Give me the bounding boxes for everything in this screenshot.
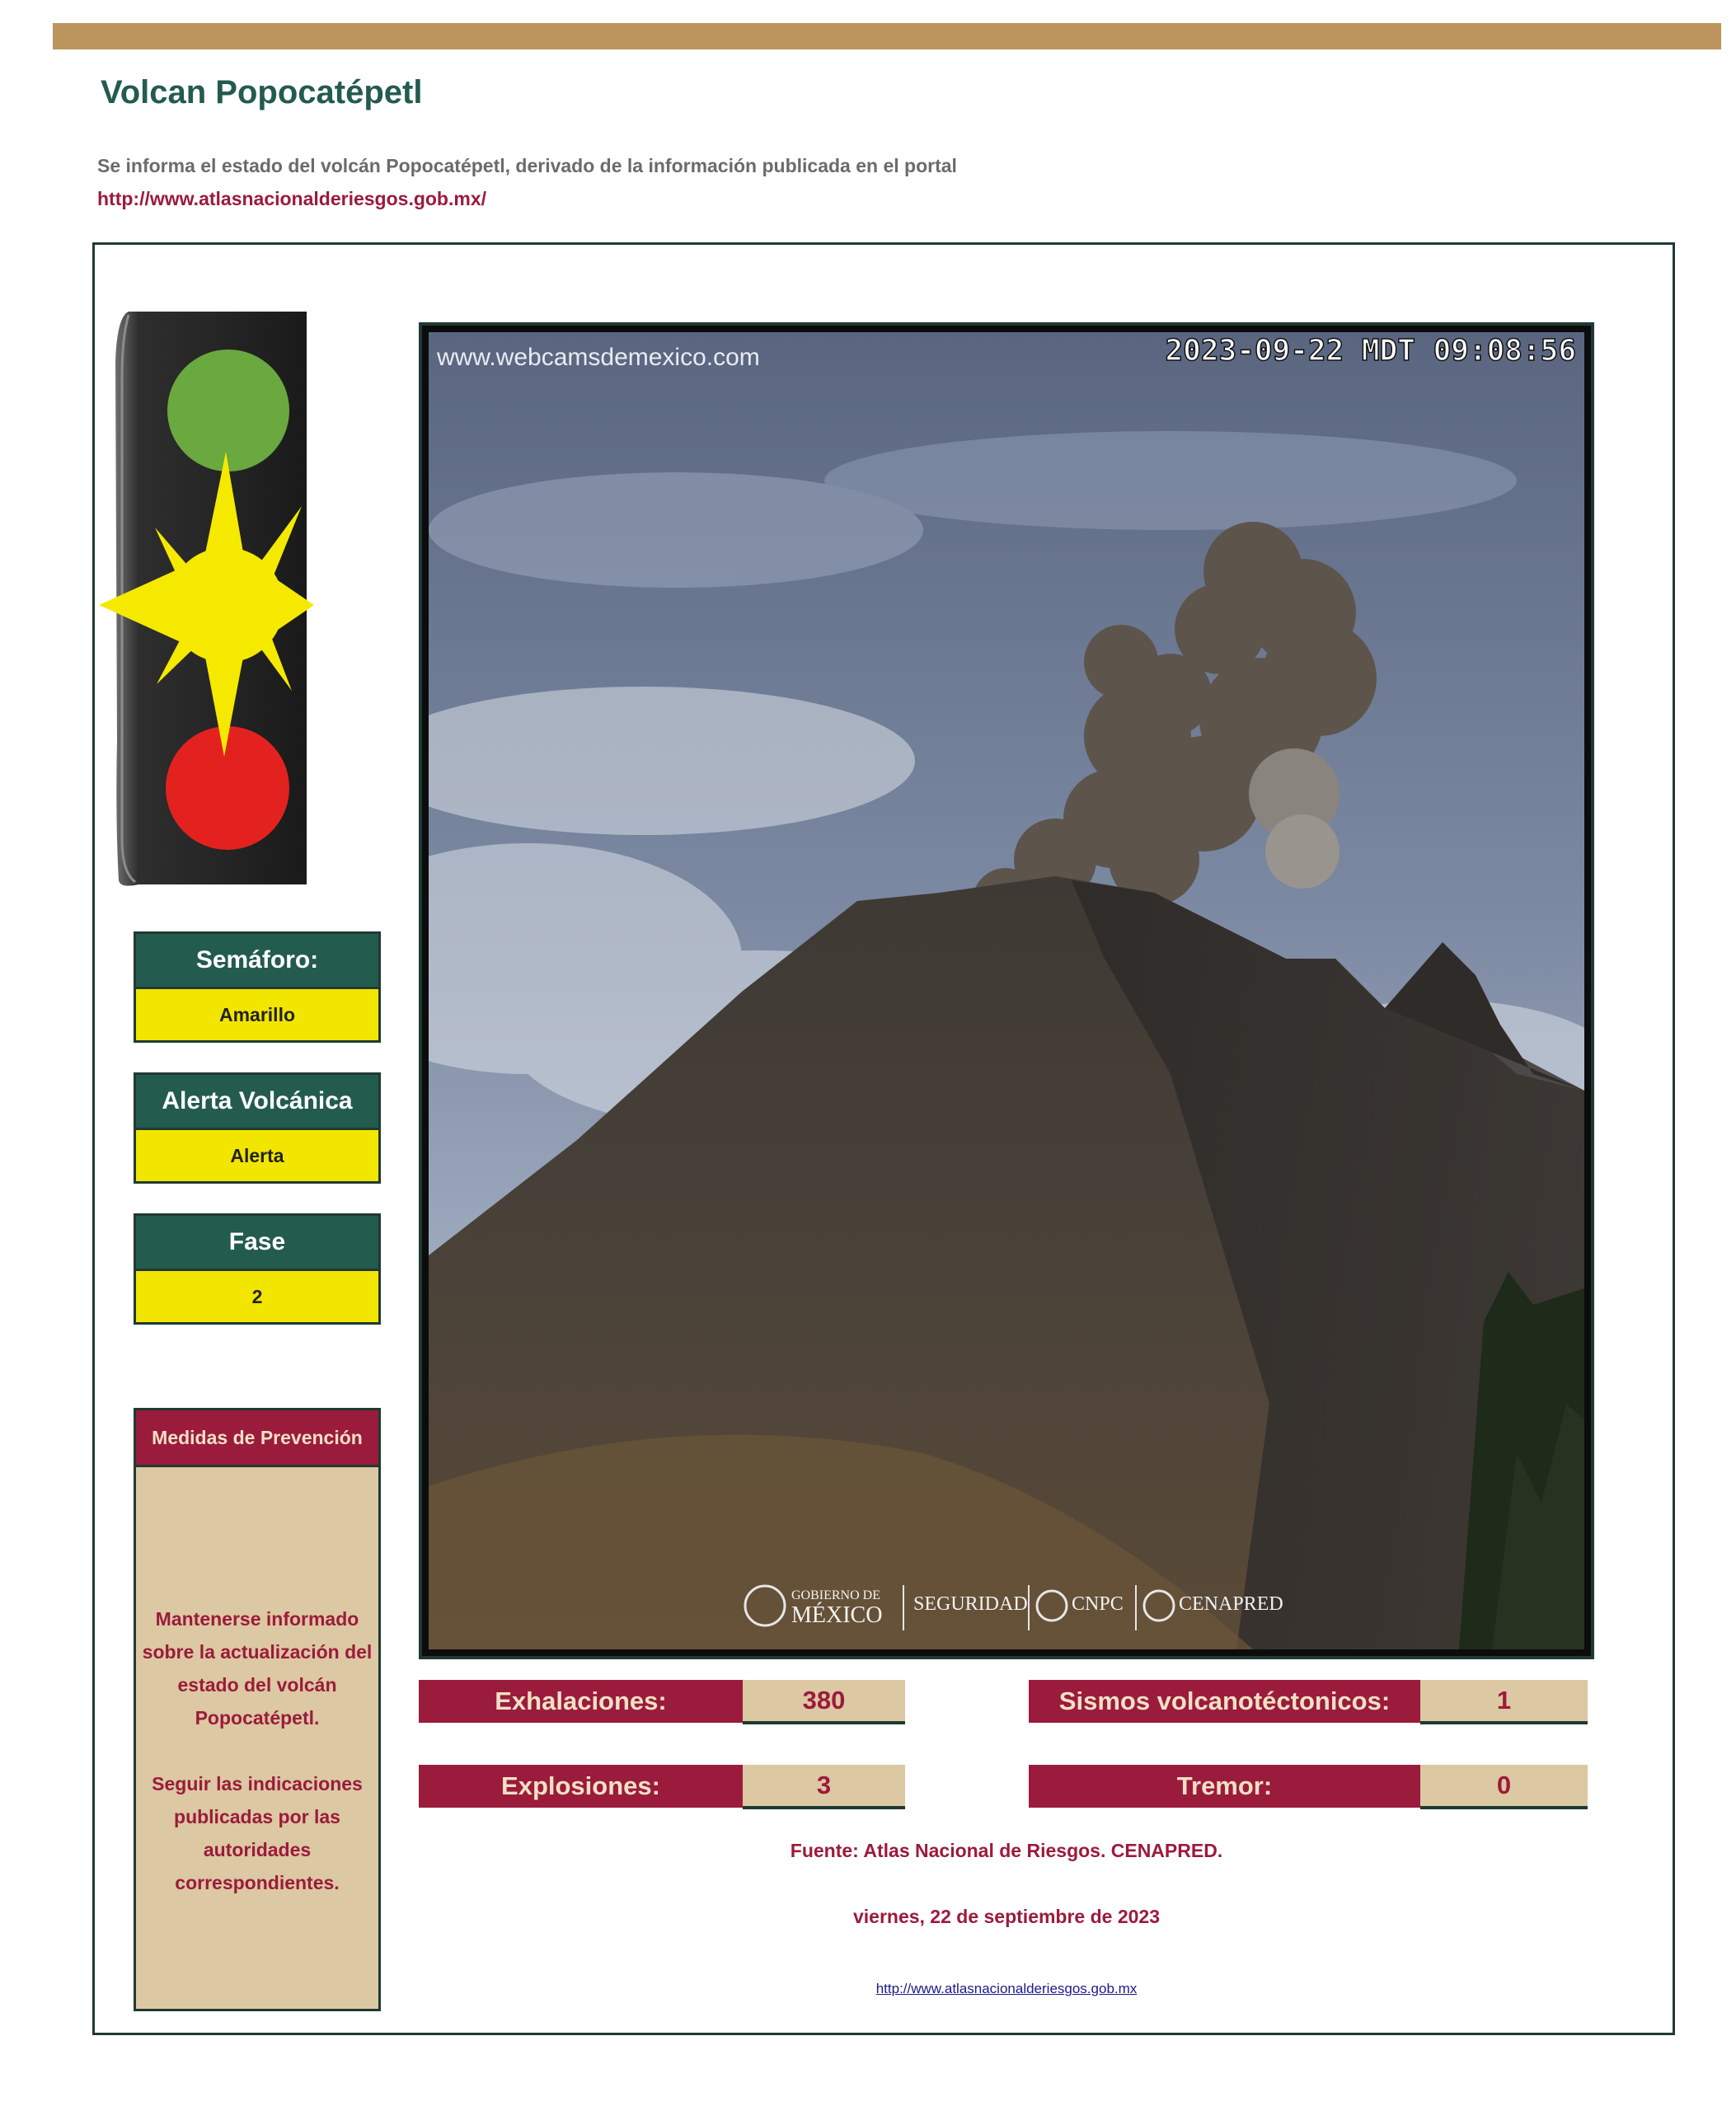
prevention-title: Medidas de Prevención (136, 1410, 378, 1467)
alerta-box (134, 1072, 381, 1184)
exhalaciones-label: Exhalaciones: (419, 1680, 743, 1723)
top-accent-bar (53, 23, 1721, 49)
tremor-value: 0 (1420, 1765, 1588, 1809)
semaforo-value: Amarillo (136, 989, 378, 1040)
tremor-label: Tremor: (1029, 1765, 1420, 1808)
red-light (166, 726, 289, 850)
logo-seguridad: SEGURIDAD (913, 1593, 1028, 1615)
prevention-text-2: Seguir las indicaciones publicadas por las autoridades correspondientes. (152, 1773, 363, 1893)
logo-cenapred: CENAPRED (1179, 1593, 1283, 1615)
explosiones-value: 3 (743, 1765, 905, 1809)
sismos-label: Sismos volcanotéctonicos: (1029, 1680, 1420, 1723)
logo-gobierno-line2: MÉXICO (791, 1602, 883, 1628)
webcam-timestamp: 2023-09-22 MDT 09:08:56 (1165, 334, 1576, 368)
exhalaciones-value: 380 (743, 1680, 905, 1724)
semaforo-label: Semáforo: (136, 934, 378, 989)
fase-value: 2 (136, 1271, 378, 1322)
page-title: Volcan Popocatépetl (101, 74, 423, 110)
source-text: Fuente: Atlas Nacional de Riesgos. CENAPRED. (790, 1840, 1223, 1861)
webcam-image (419, 322, 1594, 1659)
logo-gobierno-line1: GOBIERNO DE (791, 1588, 880, 1602)
webcam-watermark: www.webcamsdemexico.com (437, 344, 760, 371)
footer-link[interactable]: http://www.atlasnacionalderiesgos.gob.mx (875, 1981, 1138, 1996)
sismos-value: 1 (1420, 1680, 1588, 1724)
prevention-text-1: Mantenerse informado sobre la actualización del estado del volcán Popocatépetl. (142, 1608, 373, 1729)
portal-link[interactable]: http://www.atlasnacionalderiesgos.gob.mx/ (97, 188, 487, 209)
alerta-value: Alerta (136, 1130, 378, 1181)
explosiones-label: Explosiones: (419, 1765, 743, 1808)
semaforo-box (134, 931, 381, 1043)
traffic-light (97, 312, 361, 897)
fase-label: Fase (136, 1216, 378, 1271)
fase-box (134, 1213, 381, 1325)
green-light (167, 349, 289, 471)
alerta-label: Alerta Volcánica (136, 1075, 378, 1130)
report-date: viernes, 22 de septiembre de 2023 (852, 1906, 1161, 1927)
logo-cnpc: CNPC (1072, 1593, 1124, 1615)
yellow-light (168, 547, 284, 663)
prevention-box (134, 1408, 381, 2011)
intro-text: Se informa el estado del volcán Popocatépetl, derivado de la información publicada en el portal (97, 155, 957, 176)
